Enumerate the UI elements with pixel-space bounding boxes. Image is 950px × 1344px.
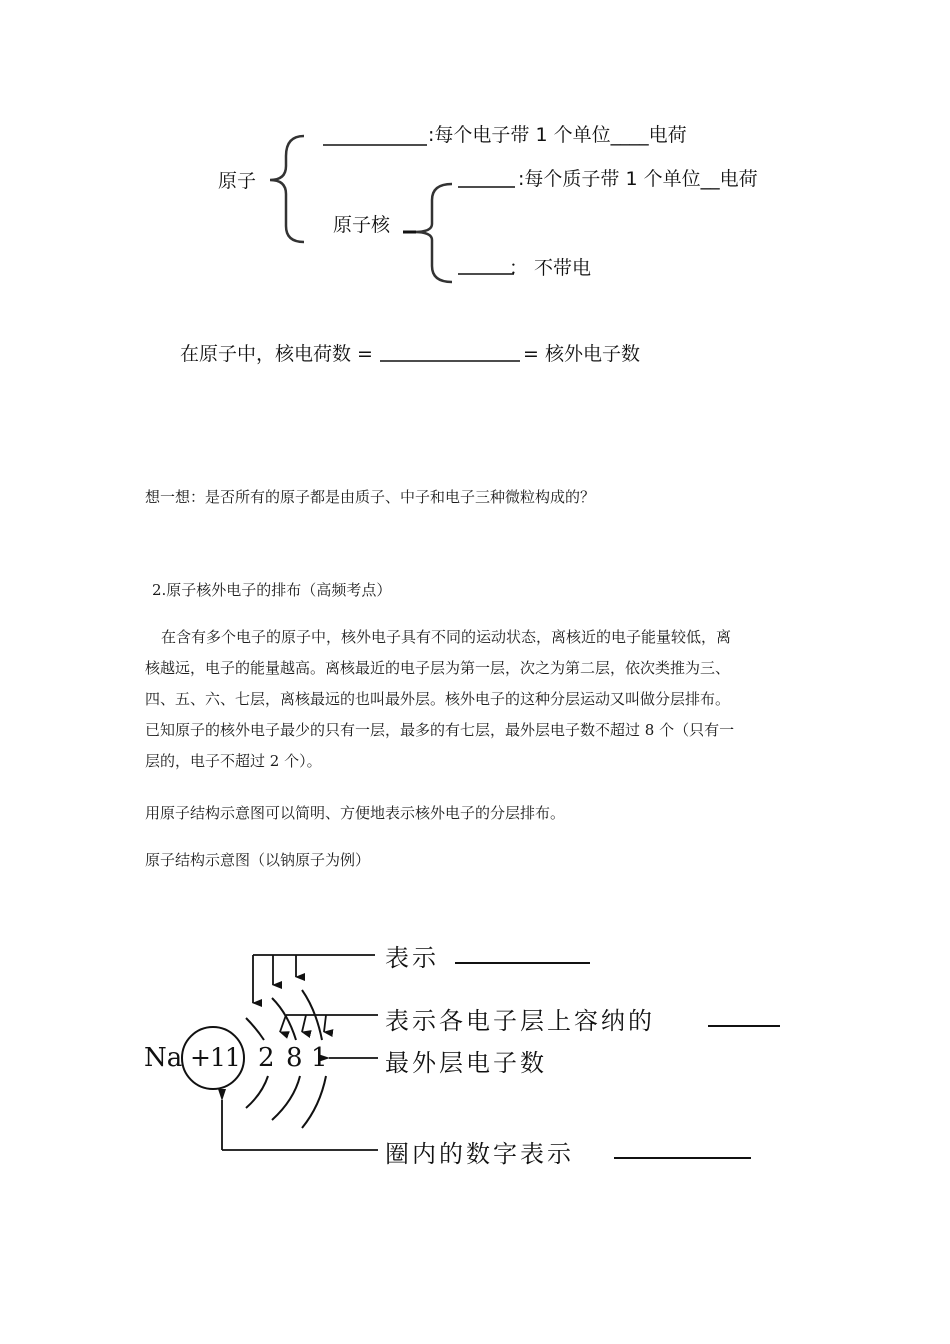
paragraph-line: 四、五、六、七层，离核最远的也叫最外层。核外电子的这种分层运动又叫做分层排布。 (145, 690, 731, 708)
neutron-line: ： 不带电 (509, 257, 592, 279)
usage-sentence: 用原子结构示意图可以简明、方便地表示核外电子的分层排布。 (145, 804, 566, 822)
electron-line: :每个电子带 1 个单位____电荷 (428, 124, 687, 146)
shell-count-2: 8 (286, 1043, 306, 1073)
label-circle: 圈内的数字表示 (385, 1140, 574, 1168)
shell-arc (272, 1076, 300, 1120)
capacity-arrow-3 (324, 1015, 326, 1032)
shell-arc (246, 1076, 268, 1108)
nucleus-label: 原子核 (333, 214, 391, 236)
equation-text: 在原子中，核电荷数 = (180, 343, 373, 365)
paragraph-line: 在含有多个电子的原子中，核外电子具有不同的运动状态，离核近的电子能量较低，离 (161, 628, 732, 646)
label-capacity: 表示各电子层上容纳的 (385, 1007, 655, 1035)
think-question: 想一想：是否所有的原子都是由质子、中子和电子三种微粒构成的？ (145, 488, 596, 506)
label-layers: 表示 (385, 944, 439, 972)
element-symbol: Na (144, 1043, 183, 1073)
paragraph-line: 核越远，电子的能量越高。离核最近的电子层为第一层，次之为第二层，依次类推为三、 (145, 659, 731, 677)
section-heading: 2.原子核外电子的排布（高频考点） (152, 581, 392, 599)
diagram-caption: 原子结构示意图（以钠原子为例） (145, 851, 371, 869)
shell-arc (246, 1018, 264, 1040)
shell-count-3: 1 (311, 1043, 331, 1073)
label-outer: 最外层电子数 (385, 1049, 547, 1077)
paragraph-line: 层的，电子不超过 2 个）。 (145, 752, 322, 770)
paragraph-line: 已知原子的核外电子最少的只有一层，最多的有七层，最外层电子数不超过 8 个（只有一 (145, 721, 735, 739)
atom-label: 原子 (218, 170, 257, 192)
proton-line: :每个质子带 1 个单位__电荷 (518, 168, 758, 190)
capacity-arrow-1 (280, 1015, 286, 1032)
capacity-arrow-2 (302, 1015, 306, 1032)
shell-count-1: 2 (258, 1043, 278, 1073)
shell-arc (302, 1076, 326, 1128)
equation-end: = 核外电子数 (523, 343, 640, 365)
nucleus-charge: +11 (190, 1043, 240, 1072)
